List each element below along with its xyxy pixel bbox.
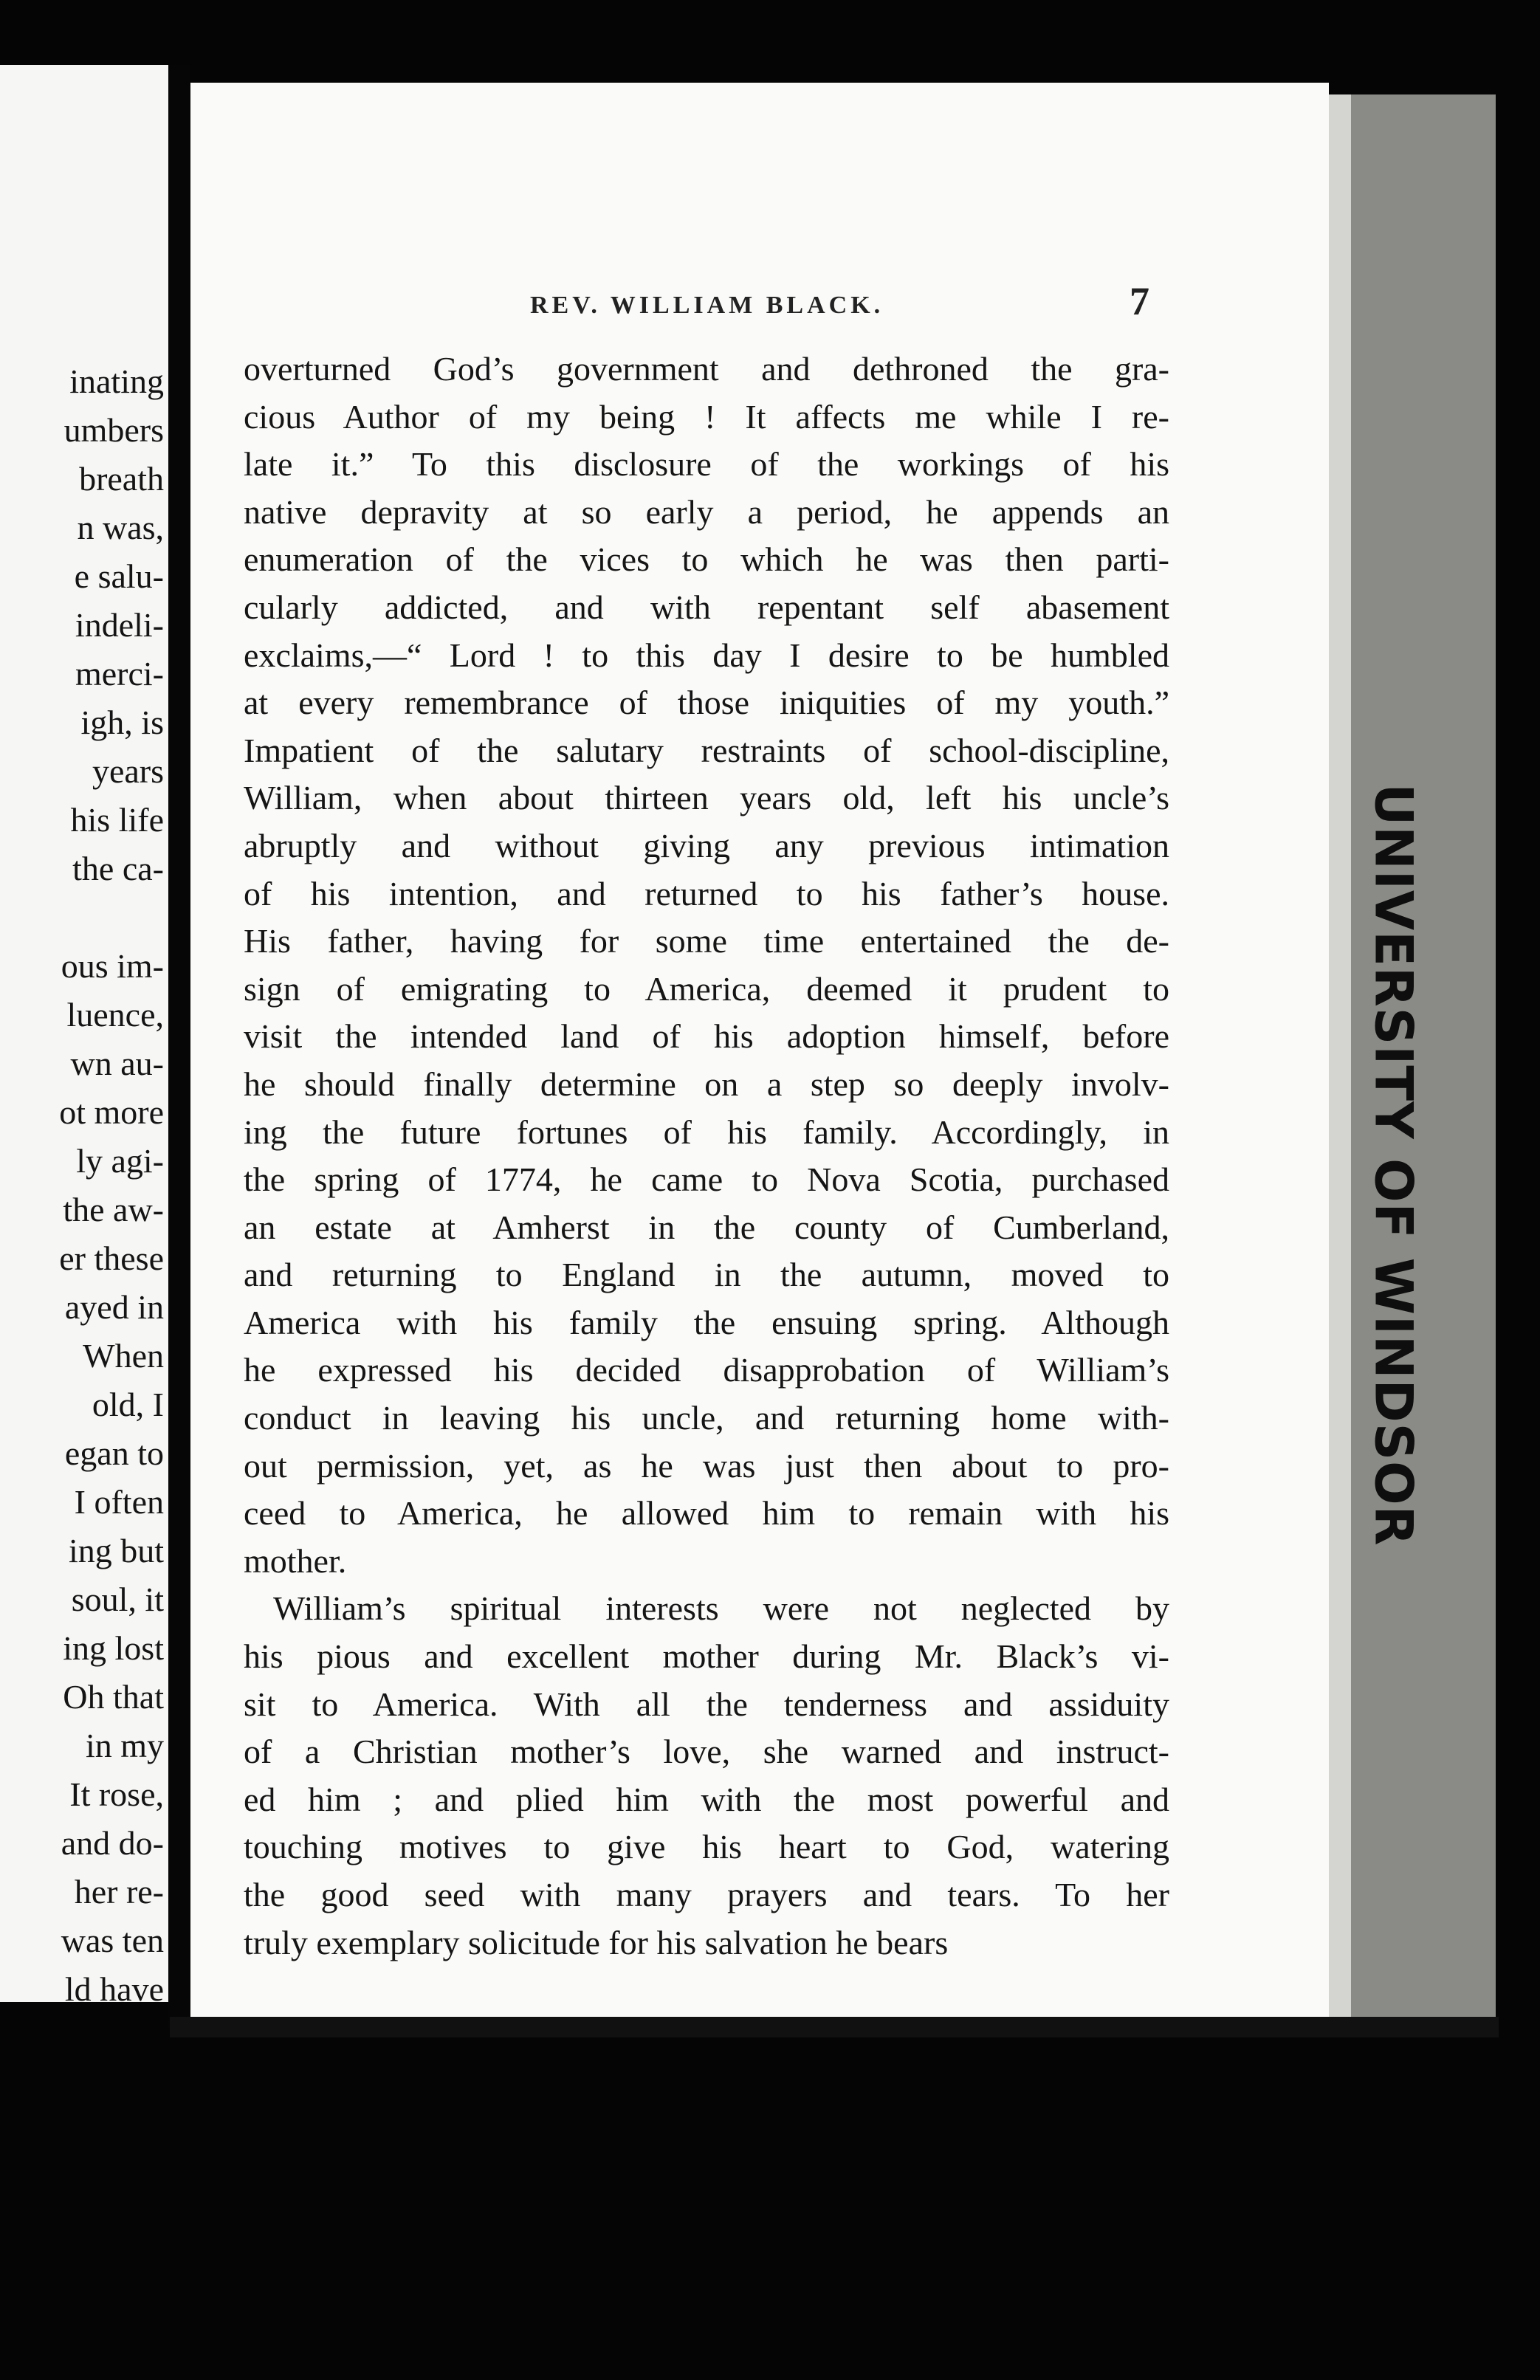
body-line: ed him ; and plied him with the most powerful and [244, 1780, 1169, 1818]
left-page-line: It rose, [69, 1775, 164, 1813]
left-page-line: years [92, 752, 164, 790]
left-page-line: er these [59, 1239, 164, 1277]
body-line: the spring of 1774, he came to Nova Scotia, purchased [244, 1160, 1169, 1199]
left-page-line: umbers [63, 411, 164, 449]
body-line: sit to America. With all the tenderness and assiduity [244, 1685, 1169, 1723]
left-facing-page [0, 65, 168, 2002]
body-line: at every remembrance of those iniquities of my youth.” [244, 684, 1169, 722]
left-page-line: ous im- [61, 947, 164, 985]
left-page-line: and do- [61, 1824, 164, 1862]
body-line: of a Christian mother’s love, she warned and instruct- [244, 1733, 1169, 1771]
running-head [190, 279, 1172, 328]
body-line: late it.” To this disclosure of the workings of his [244, 445, 1169, 484]
left-page-line: igh, is [80, 704, 164, 741]
left-page-line: wn au- [70, 1045, 164, 1082]
body-line: touching motives to give his heart to God, watering [244, 1828, 1169, 1866]
left-page-line: soul, it [71, 1581, 164, 1618]
left-page-line: his life [70, 801, 164, 839]
body-line: America with his family the ensuing spring. Although [244, 1303, 1169, 1341]
body-line: of his intention, and returned to his father’s house. [244, 874, 1169, 912]
body-line: visit the intended land of his adoption himself, before [244, 1017, 1169, 1056]
body-line: overturned God’s government and dethroned the gra- [244, 350, 1169, 388]
library-stamp-text: UNIVERSITY OF WINDSOR [1364, 783, 1425, 1547]
body-line: ceed to America, he allowed him to remain with his [244, 1494, 1169, 1533]
body-line: enumeration of the vices to which he was then parti- [244, 540, 1169, 579]
body-line: cious Author of my being ! It affects me while I re- [244, 397, 1169, 436]
left-page-line: breath [79, 460, 164, 498]
page-number: 7 [1130, 279, 1149, 323]
left-page-line: the ca- [72, 850, 164, 887]
body-line: mother. [244, 1541, 347, 1580]
body-line: cularly addicted, and with repentant self abasement [244, 588, 1169, 626]
body-line: conduct in leaving his uncle, and returning home with- [244, 1399, 1169, 1437]
body-line: William’s spiritual interests were not neglected by [273, 1589, 1169, 1628]
page-bottom-shadow [170, 2017, 1499, 2037]
left-page-line: luence, [66, 996, 164, 1033]
body-line: His father, having for some time entertained the de- [244, 922, 1169, 960]
body-line: William, when about thirteen years old, left his uncle’s [244, 779, 1169, 817]
body-line: exclaims,—“ Lord ! to this day I desire to be humbled [244, 636, 1169, 674]
body-line: sign of emigrating to America, deemed it prudent to [244, 969, 1169, 1008]
running-head-title: REV. WILLIAM BLACK. [530, 292, 884, 319]
left-page-line: e salu- [74, 557, 164, 595]
body-line: he should finally determine on a step so deeply involv- [244, 1065, 1169, 1103]
body-line: an estate at Amherst in the county of Cumberland, [244, 1208, 1169, 1246]
left-page-line: was ten [61, 1922, 164, 1959]
body-line: out permission, yet, as he was just then about to pro- [244, 1446, 1169, 1485]
body-line: Impatient of the salutary restraints of school-discipline, [244, 731, 1169, 769]
left-page-line: ly agi- [76, 1142, 164, 1180]
body-line: native depravity at so early a period, he appends an [244, 492, 1169, 531]
left-page-line: egan to [64, 1434, 164, 1472]
left-page-line: the aw- [63, 1191, 164, 1228]
left-page-line: ing but [68, 1532, 164, 1569]
left-page-line: in my [85, 1727, 164, 1764]
body-line: abruptly and without giving any previous intimation [244, 826, 1169, 864]
left-page-line: her re- [74, 1873, 164, 1910]
left-page-line: old, I [92, 1386, 164, 1423]
left-page-line: ing lost [63, 1629, 164, 1667]
left-page-line: I often [74, 1483, 164, 1521]
left-page-line: merci- [75, 655, 164, 692]
left-page-line: ayed in [64, 1288, 164, 1326]
body-text [244, 345, 1169, 1967]
left-page-line: When [83, 1337, 164, 1375]
body-line: he expressed his decided disapprobation of William’s [244, 1351, 1169, 1389]
body-line: ing the future fortunes of his family. Accordingly, in [244, 1112, 1169, 1151]
body-line: and returning to England in the autumn, moved to [244, 1256, 1169, 1294]
main-page [190, 83, 1329, 2017]
left-page-line: ld have [64, 1970, 164, 2002]
book-gutter [168, 65, 190, 2029]
left-page-line: indeli- [75, 606, 164, 644]
left-page-line: ot more [59, 1093, 164, 1131]
body-line: his pious and excellent mother during Mr. Black’s vi- [244, 1637, 1169, 1676]
left-page-line [0, 893, 164, 942]
left-page-line: Oh that [63, 1678, 164, 1716]
left-page-line: n was, [77, 509, 164, 546]
left-page-line: inating [69, 362, 164, 400]
body-line: truly exemplary solicitude for his salvation he bears [244, 1923, 949, 1961]
left-page-text [0, 357, 164, 2002]
library-stamp [1335, 783, 1453, 1547]
body-line: the good seed with many prayers and tears. To her [244, 1876, 1169, 1913]
